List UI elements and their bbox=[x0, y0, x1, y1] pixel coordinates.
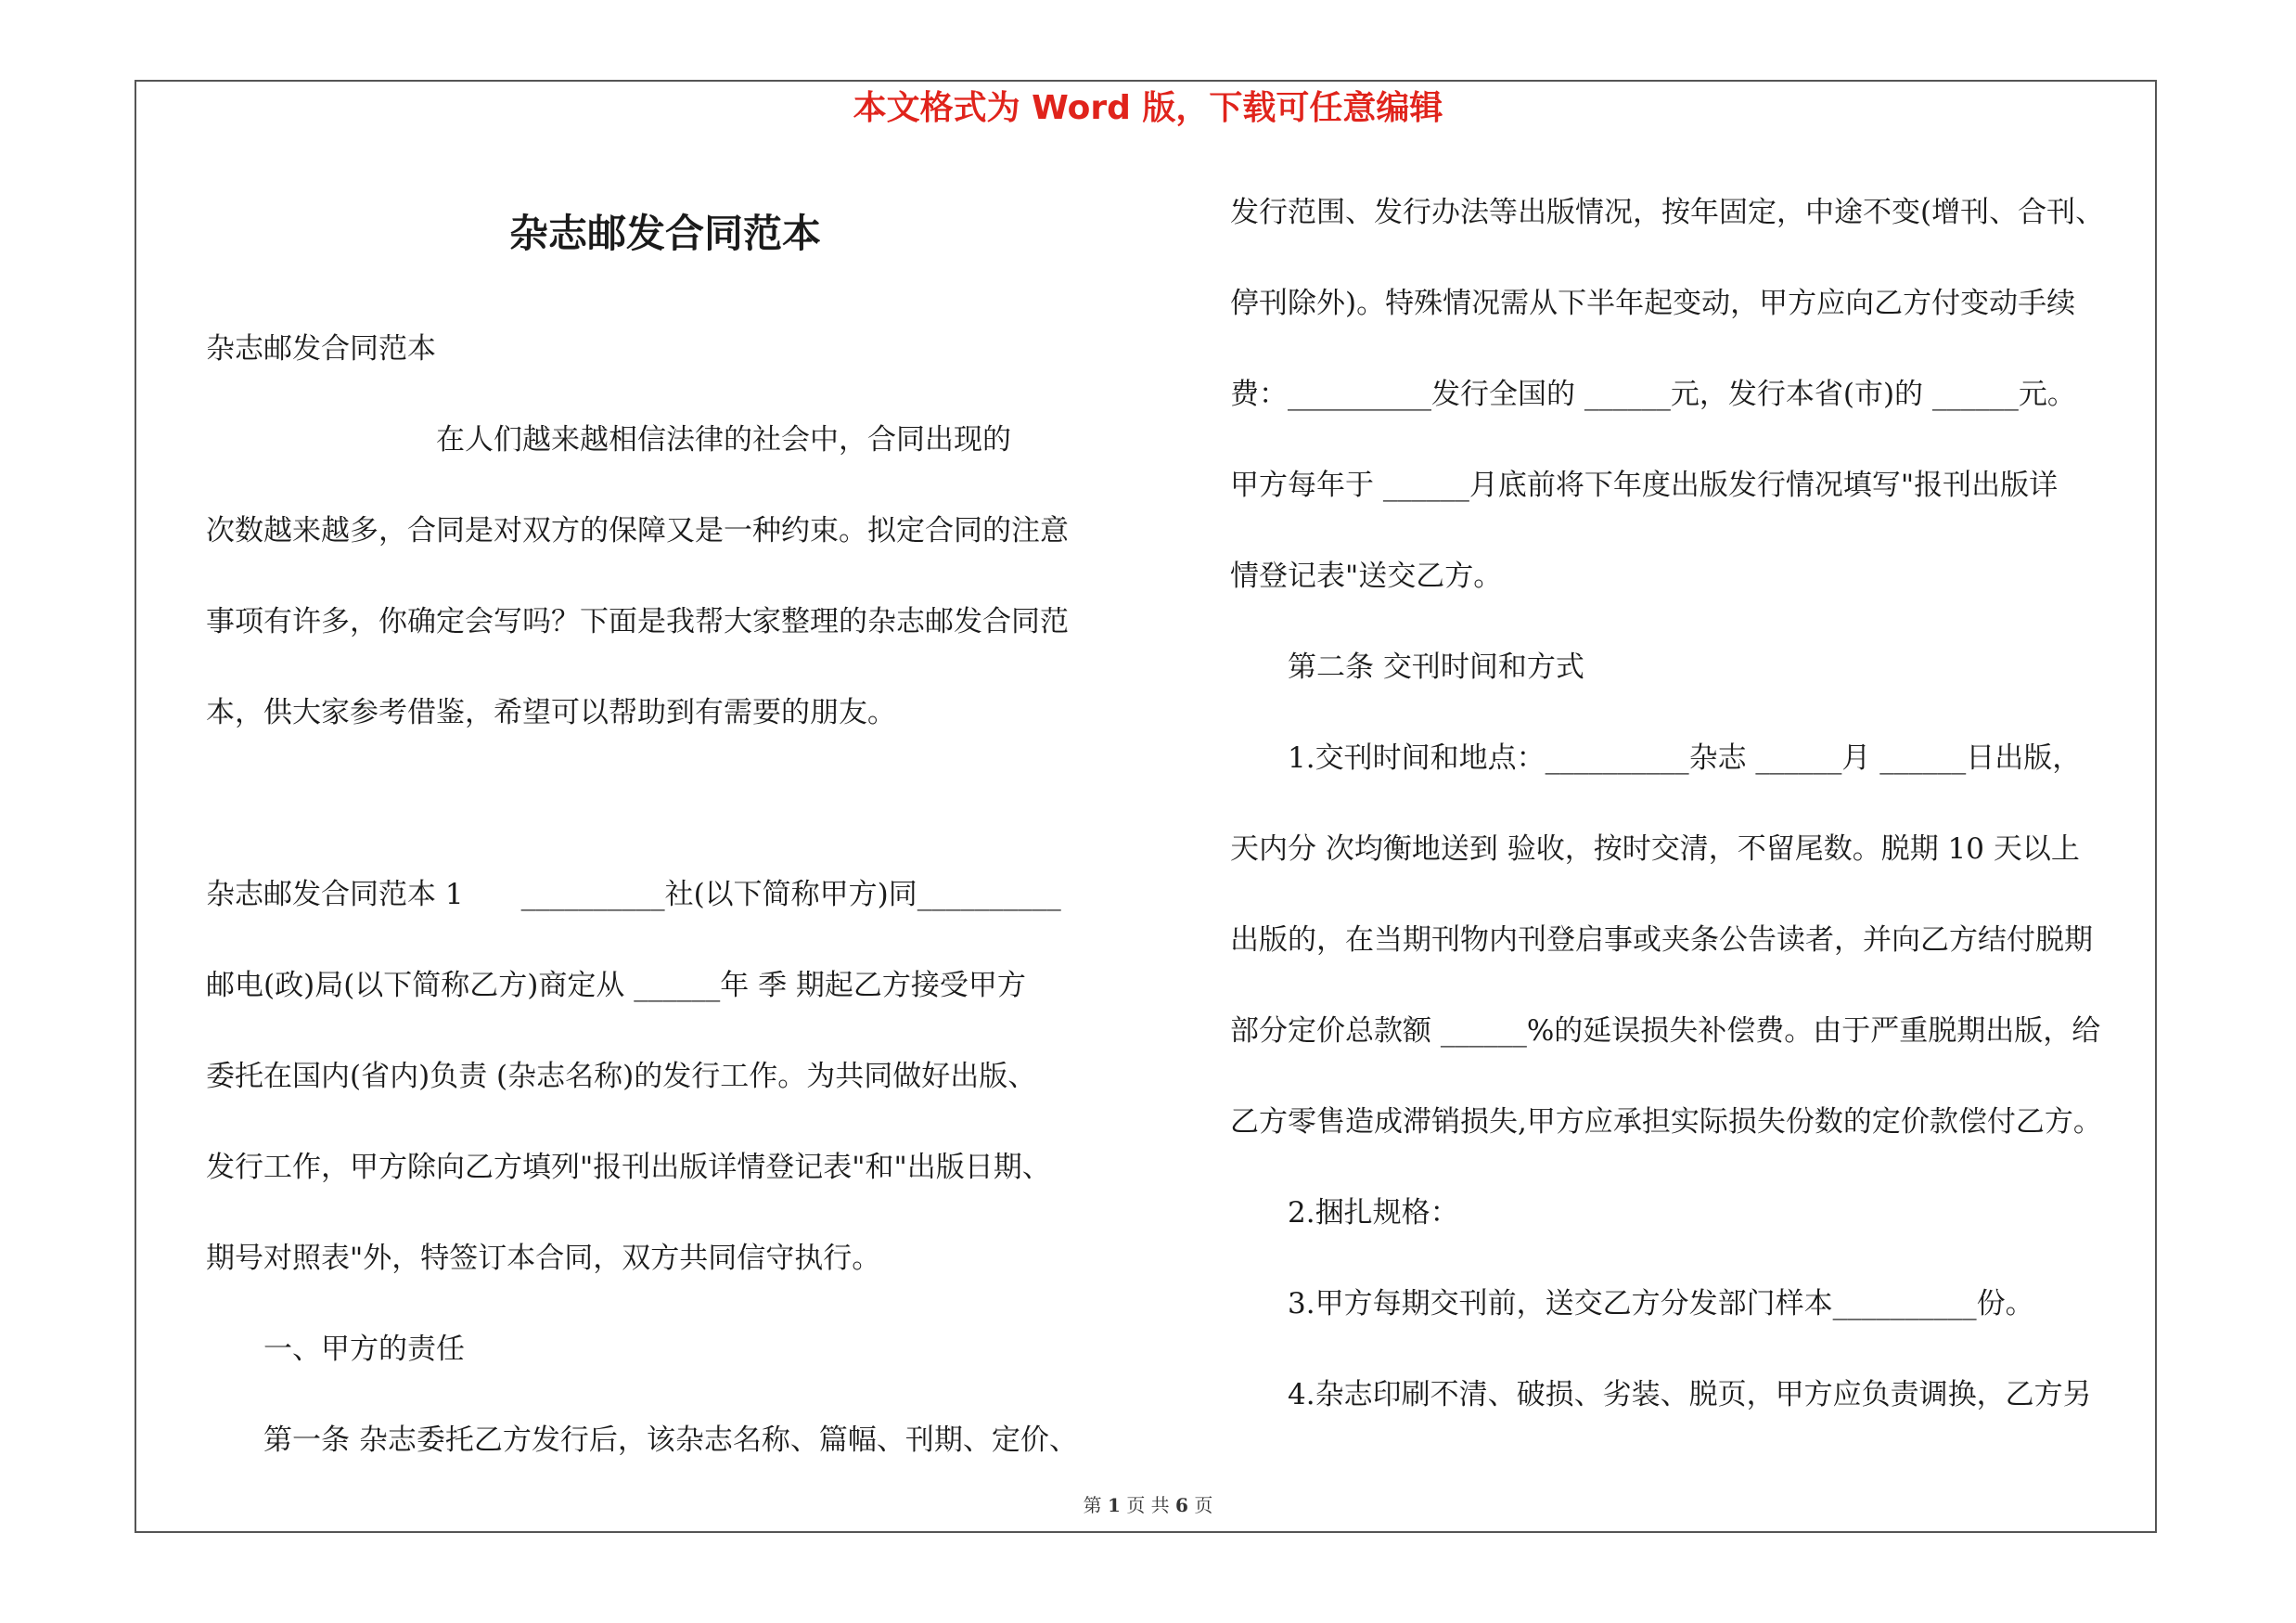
text-line: 3.甲方每期交刊前，送交乙方分发部门样本__________份。 bbox=[1230, 1287, 2034, 1320]
text-line: 委托在国内(省内)负责 (杂志名称)的发行工作。为共同做好出版、 bbox=[206, 1060, 1037, 1093]
text-line: 第一条 杂志委托乙方发行后，该杂志名称、篇幅、刊期、定价、 bbox=[206, 1423, 1078, 1457]
page-total: 6 bbox=[1175, 1494, 1188, 1516]
text-line: 邮电(政)局(以下简称乙方)商定从 ______年 季 期起乙方接受甲方 bbox=[206, 969, 1026, 1002]
text-line: 甲方每年于 ______月底前将下年度出版发行情况填写"报刊出版详 bbox=[1230, 469, 2059, 502]
paragraph-gap bbox=[206, 758, 1124, 849]
page-footer bbox=[0, 1491, 2296, 1519]
left-column bbox=[206, 303, 1124, 1486]
text-line: 杂志邮发合同范本 bbox=[206, 332, 436, 366]
text-line: 出版的，在当期刊物内刊登启事或夹条公告读者，并向乙方结付脱期 bbox=[1230, 923, 2093, 957]
text-line: 在人们越来越相信法律的社会中，合同出现的 bbox=[206, 423, 1011, 457]
page-suffix: 页 bbox=[1194, 1494, 1213, 1516]
format-notice-banner: 本文格式为 Word 版，下载可任意编辑 bbox=[853, 89, 1443, 127]
page-label: 第 bbox=[1083, 1494, 1102, 1516]
text-line: 2.捆扎规格： bbox=[1230, 1196, 1459, 1230]
text-line: 杂志邮发合同范本 1 __________社(以下简称甲方)同__________ bbox=[206, 878, 1061, 911]
text-line: 发行范围、发行办法等出版情况，按年固定，中途不变(增刊、合刊、 bbox=[1230, 196, 2105, 229]
text-line: 期号对照表"外，特签订本合同，双方共同信守执行。 bbox=[206, 1242, 881, 1275]
page-current: 1 bbox=[1108, 1494, 1121, 1516]
text-line: 一、甲方的责任 bbox=[206, 1333, 465, 1366]
text-line: 发行工作，甲方除向乙方填列"报刊出版详情登记表"和"出版日期、 bbox=[206, 1151, 1051, 1184]
text-line: 事项有许多，你确定会写吗？下面是我帮大家整理的杂志邮发合同范 bbox=[206, 605, 1069, 638]
page-of-label: 页 共 bbox=[1126, 1494, 1170, 1516]
document-title: 杂志邮发合同范本 bbox=[508, 211, 821, 256]
text-line: 部分定价总款额 ______%的延误损失补偿费。由于严重脱期出版，给 bbox=[1230, 1014, 2101, 1048]
text-line: 第二条 交刊时间和方式 bbox=[1230, 650, 1584, 684]
right-column bbox=[1230, 167, 2153, 1440]
text-line: 乙方零售造成滞销损失,甲方应承担实际损失份数的定价款偿付乙方。 bbox=[1230, 1105, 2102, 1139]
text-line: 停刊除外)。特殊情况需从下半年起变动，甲方应向乙方付变动手续 bbox=[1230, 287, 2076, 320]
text-line: 情登记表"送交乙方。 bbox=[1230, 560, 1503, 593]
text-line: 4.杂志印刷不清、破损、劣装、脱页，甲方应负责调换，乙方另 bbox=[1230, 1378, 2092, 1411]
text-line: 本，供大家参考借鉴，希望可以帮助到有需要的朋友。 bbox=[206, 696, 896, 729]
text-line: 天内分 次均衡地送到 验收，按时交清，不留尾数。脱期 10 天以上 bbox=[1230, 832, 2080, 866]
text-line: 1.交刊时间和地点：__________杂志 ______月 ______日出版， bbox=[1230, 741, 2082, 775]
text-line: 次数越来越多，合同是对双方的保障又是一种约束。拟定合同的注意 bbox=[206, 514, 1069, 547]
text-line: 费：__________发行全国的 ______元，发行本省(市)的 ______元。 bbox=[1230, 378, 2076, 411]
